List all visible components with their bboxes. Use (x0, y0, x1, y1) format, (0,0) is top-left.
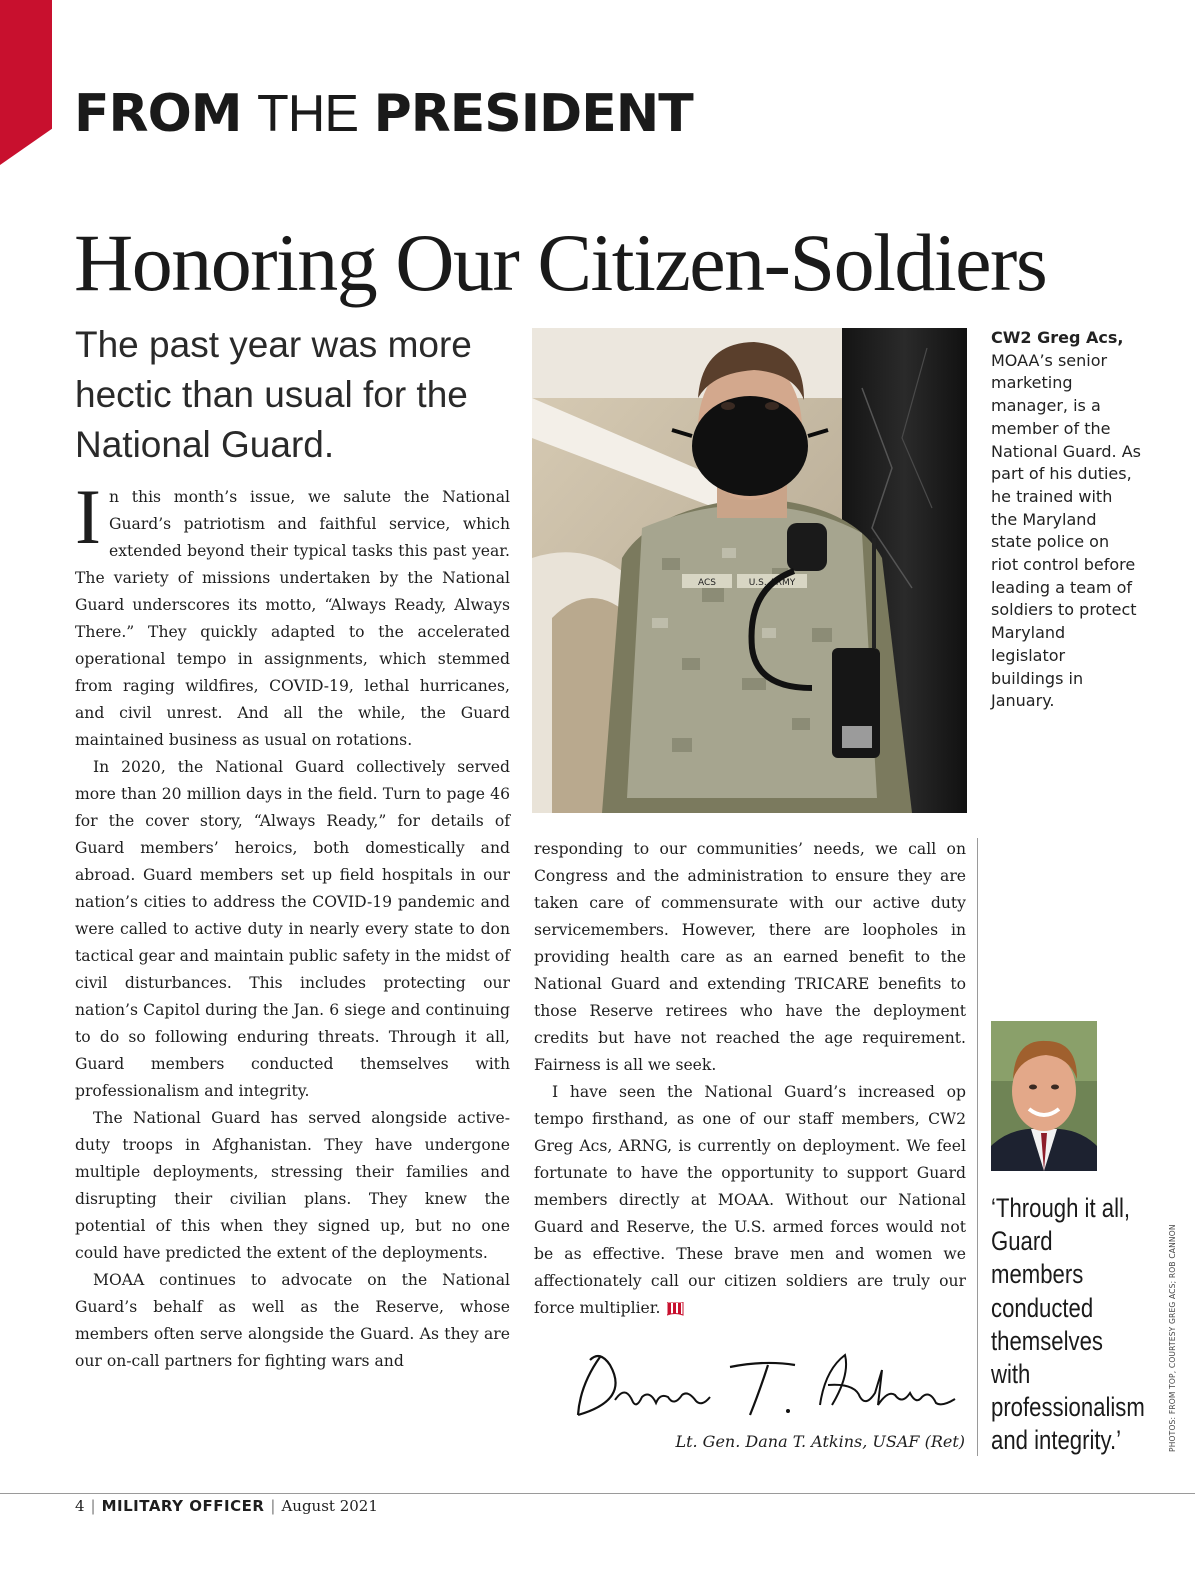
soldier-photo (532, 328, 967, 813)
page-footer (75, 1497, 378, 1515)
article-paragraph-3: The National Guard has served alongside active-duty troops in Afghanistan. They have undergone multiple deployments, stressing their families and disrupting their civilian plans. They knew the potential of this when they signed up, but no one could have predicted the extent of the deployments. (75, 1109, 510, 1262)
section-title-from: FROM (74, 84, 242, 144)
section-title (74, 84, 693, 144)
drop-cap: I (75, 473, 101, 560)
footer-separator: | (90, 1497, 96, 1515)
headline: Honoring Our Citizen-Soldiers (74, 217, 1047, 308)
president-portrait (991, 1021, 1097, 1171)
article-paragraph-2: In 2020, the National Guard collectively served more than 20 million days in the field. Turn to page 46 for the cover story, “Always Ready,” for details of Guard members’ heroics, both domestically and abroad. Guard members set up field hospitals in our nation’s cities to address the COVID-19 pandemic and were called to active duty in nearly every state to don tactical gear and maintain public safety in the midst of civil disturbances. This includes protecting our nation’s Capitol during the Jan. 6 siege and continuing to do so following enduring threats. Through it all, Guard members conducted themselves with professionalism and integrity. (75, 758, 510, 1100)
magazine-name: MILITARY OFFICER (101, 1497, 265, 1515)
article-paragraph-4-cont: responding to our communities’ needs, we call on Congress and the administration to ensure they are taken care of commensurate with our active duty servicemembers. However, there are loopholes in providing health care as an earned benefit to the National Guard and extending TRICARE benefits to those Reserve retirees who have the deployment credits but have not reached the age requirement. Fairness is all we seek. (534, 840, 966, 1074)
column-divider (977, 838, 978, 1456)
name-tape: ACS (698, 578, 716, 588)
paragraph-1-text: n this month’s issue, we salute the National Guard’s patriotism and faithful service, which extended beyond their typical tasks this past year. The variety of missions undertaken by the National Guard underscores its motto, “Always Ready, Always There.” They quickly adapted to the accelerated operational tempo in assignments, which stemmed from raging wildfires, COVID-19, lethal hurricanes, and civil unrest. And all the while, the Guard maintained business as usual on rotations. (75, 488, 510, 749)
deck: The past year was more hectic than usual for the National Guard. (75, 324, 472, 465)
photo-caption (991, 327, 1141, 713)
page-number: 4 (75, 1497, 85, 1515)
issue-date: August 2021 (281, 1497, 378, 1515)
article-paragraph-5 (534, 1079, 966, 1322)
article-column-2 (534, 836, 966, 1322)
section-title-president: PRESIDENT (373, 84, 693, 144)
army-tape: U.S. ARMY (748, 578, 796, 588)
end-mark-icon (667, 1302, 685, 1316)
section-title-the: THE (257, 85, 359, 143)
signature-image (570, 1345, 965, 1430)
article-column-1 (75, 473, 510, 1375)
article-paragraph-4: MOAA continues to advocate on the National Guard’s behalf as well as the Reserve, whose members often serve alongside the Guard. As they are our on-call partners for fighting wars and (75, 1271, 510, 1370)
caption-name: CW2 Greg Acs, (991, 328, 1124, 347)
article-paragraph-1 (75, 473, 510, 754)
section-tab (0, 0, 52, 165)
pull-quote: ‘Through it all, Guard members conducted themselves with professionalism and integrity.’ (991, 1193, 1145, 1456)
footer-rule (0, 1493, 1195, 1494)
signature-name: Lt. Gen. Dana T. Atkins, USAF (Ret) (675, 1432, 965, 1451)
caption-text: MOAA’s senior marketing manager, is a member of the National Guard. As part of his duties, he trained with the Maryland state police on riot control before leading a team of soldiers to protect Maryland legislator buildings in January. (991, 350, 1142, 711)
footer-separator: | (270, 1497, 276, 1515)
photo-credit: PHOTOS: FROM TOP, COURTESY GREG ACS; ROB CANNON (1168, 1224, 1177, 1452)
paragraph-5-text: I have seen the National Guard’s increased op tempo firsthand, as one of our staff members, CW2 Greg Acs, ARNG, is currently on deployment. We feel fortunate to have the opportunity to support Guard members directly at MOAA. Without our National Guard and Reserve, the U.S. armed forces would not be as effective. These brave men and women we affectionately call our citizen soldiers are truly our force multiplier. (534, 1083, 966, 1317)
